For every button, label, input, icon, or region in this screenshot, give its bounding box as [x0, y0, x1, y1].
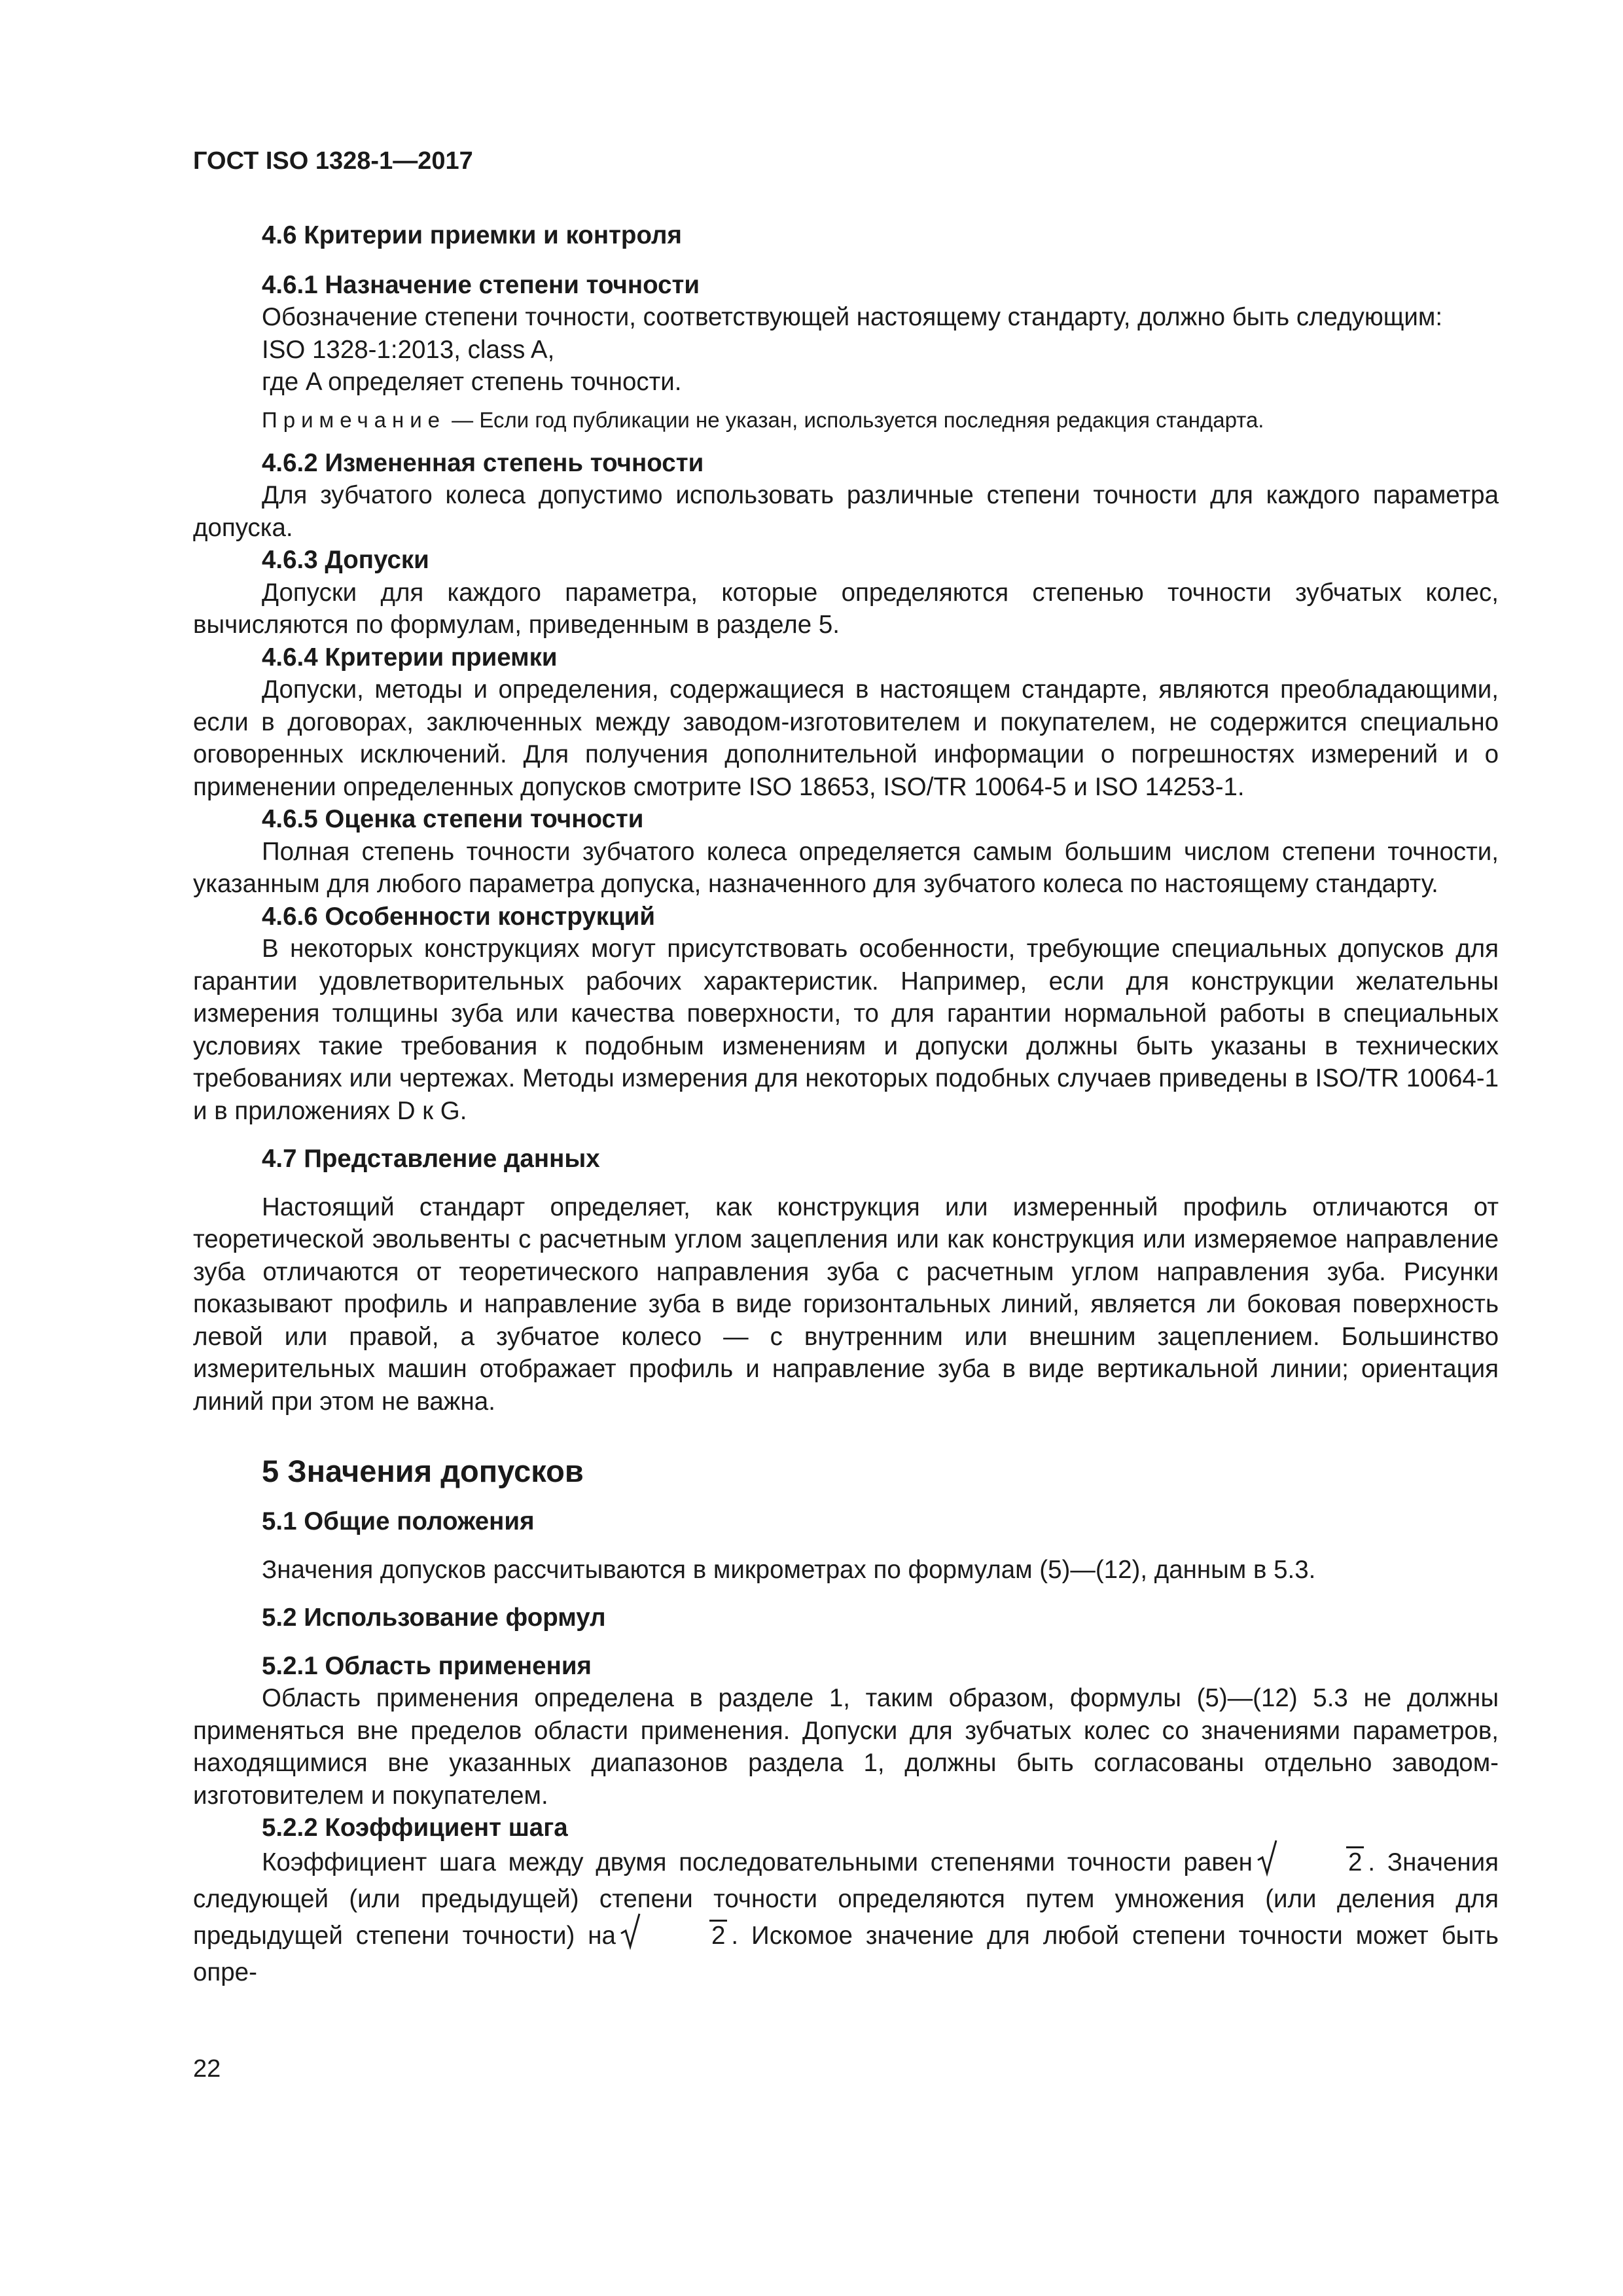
section-5-2-1-title: 5.2.1 Область применения	[262, 1651, 592, 1680]
radical-sign-icon	[1257, 1838, 1277, 1877]
section-5-2-title: 5.2 Использование формул	[262, 1604, 606, 1632]
section-4-6-1-line-2: ISO 1328-1:2013, class A,	[262, 335, 555, 364]
pitch-text-2: . Значения следующей (или предыдущей) степени точности определяются путем умножения (или деления для предыдущей степени точности) на	[193, 1848, 1499, 1950]
section-5-title: 5 Значения допусков	[262, 1454, 584, 1488]
section-4-6-1-title: 4.6.1 Назначение степени точности	[262, 270, 700, 299]
radical-sign-icon	[620, 1911, 641, 1950]
sqrt-arg-2: 2	[709, 1920, 727, 1950]
section-4-6-title: 4.6 Критерии приемки и контроля	[262, 221, 682, 249]
section-5-1-title: 5.1 Общие положения	[262, 1507, 535, 1535]
section-5-2-2-text	[193, 1844, 1499, 1991]
section-4-6-1-line-3: где A определяет степень точности.	[262, 368, 682, 396]
section-4-6-2-title: 4.6.2 Измененная степень точности	[262, 448, 704, 477]
note-label: Примечание	[262, 407, 446, 432]
document-code: ГОСТ ISO 1328-1—2017	[193, 147, 473, 175]
section-5-1-text: Значения допусков рассчитываются в микрометрах по формулам (5)—(12), данным в 5.3.	[262, 1555, 1316, 1584]
section-4-6-6-text: В некоторых конструкциях могут присутствовать особенности, требующие специальных допусков для гарантии удовлетворительных рабочих характеристик. Например, если для конструкции желательны измерения толщины зуба или качества поверхности, то для гарантии нормальной работы в специальных условиях такие требования к подобным изменениям и допуски должны быть указаны в технических требованиях или чертежах. Методы измерения для некоторых подобных случаев приведены в ISO/TR 10064-1 и в приложениях D к G.	[193, 935, 1499, 1125]
section-4-7-title: 4.7 Представление данных	[262, 1145, 600, 1173]
section-4-7-text: Настоящий стандарт определяет, как конструкция или измеренный профиль отличаются от теоретической эвольвенты с расчетным углом зацепления или как конструкция или измеряемое направление зуба отличаются от теоретического направления зуба с расчетным углом направления зуба. Рисунки показывают профиль и направление зуба в виде горизонтальных линий, является ли боковая поверхность левой или правой, а зубчатое колесо — с внутренним или внешним зацеплением. Большинство измерительных машин отображает профиль и направление зуба в виде вертикальной линии; ориентация линий при этом не важна.	[193, 1193, 1499, 1416]
section-4-6-4-text: Допуски, методы и определения, содержащиеся в настоящем стандарте, являются преобладающими, если в договорах, заключенных между заводом-изготовителем и покупателем, не содержится специально оговоренных исключений. Для получения дополнительной информации о погрешностях измерений и о применении определенных допусков смотрите ISO 18653, ISO/TR 10064-5 и ISO 14253-1.	[193, 675, 1499, 801]
section-4-6-4-title: 4.6.4 Критерии приемки	[262, 643, 558, 672]
note-paragraph	[193, 404, 1499, 437]
section-5-2-1-text: Область применения определена в разделе 1, таким образом, формулы (5)—(12) 5.3 не должны применяться вне пределов области применения. Допуски для зубчатых колес со значениями параметров, находящимися вне указанных диапазонов раздела 1, должны быть согласованы отдельно заводом-изготовителем и покупателем.	[193, 1684, 1499, 1810]
section-4-6-6-title: 4.6.6 Особенности конструкций	[262, 902, 656, 931]
section-4-6-3-title: 4.6.3 Допуски	[262, 546, 429, 574]
section-4-6-5-title: 4.6.5 Оценка степени точности	[262, 805, 644, 833]
page-content	[193, 219, 1499, 1991]
page-number: 22	[193, 2055, 221, 2083]
section-4-6-5-text: Полная степень точности зубчатого колеса определяется самым большим числом степени точности, указанным для любого параметра допуска, назначенного для зубчатого колеса по настоящему стандарту.	[193, 837, 1499, 898]
sqrt-formula-2	[620, 1918, 727, 1954]
sqrt-formula-1	[1257, 1844, 1364, 1881]
section-4-6-1-line-1: Обозначение степени точности, соответствующей настоящему стандарту, должно быть следующим:	[262, 303, 1443, 331]
pitch-text-3: . Искомое значение для любой степени точности может быть опре-	[193, 1921, 1499, 1986]
sqrt-arg-1: 2	[1346, 1846, 1364, 1876]
section-5-2-2-title: 5.2.2 Коэффициент шага	[262, 1814, 568, 1842]
section-4-6-3-text: Допуски для каждого параметра, которые определяются степенью точности зубчатых колес, вычисляются по формулам, приведенным в разделе 5.	[193, 578, 1499, 639]
section-4-6-2-text: Для зубчатого колеса допустимо использовать различные степени точности для каждого параметра допуска.	[193, 481, 1499, 542]
pitch-text-1: Коэффициент шага между двумя последовательными степенями точности равен	[262, 1848, 1253, 1876]
note-text: — Если год публикации не указан, используется последняя редакция стандарта.	[446, 407, 1264, 432]
